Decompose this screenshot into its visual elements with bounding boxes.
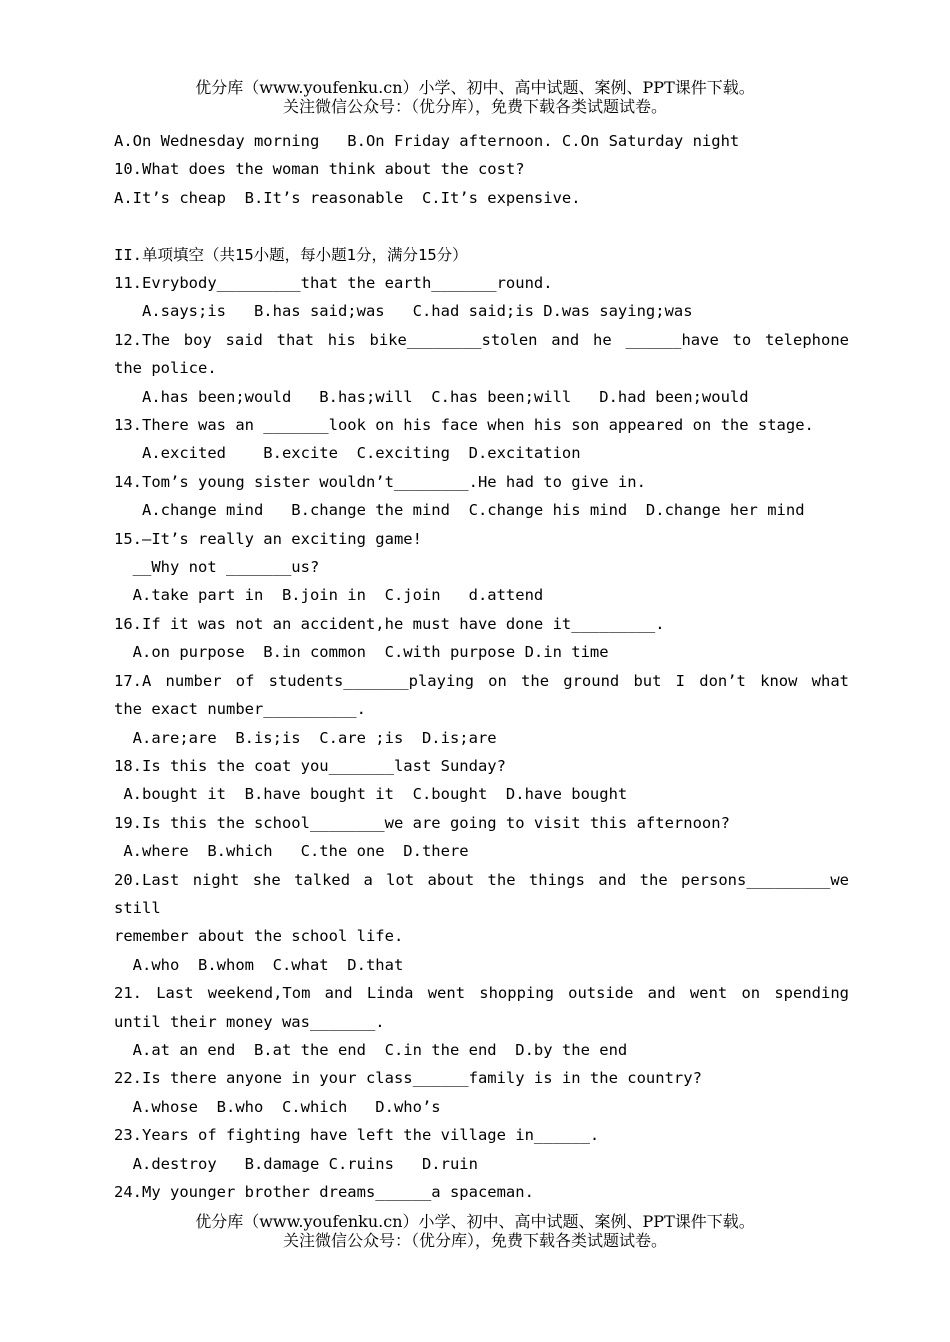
text-line: A.destroy B.damage C.ruins D.ruin [114, 1154, 478, 1173]
text-line: A.on purpose B.in common C.with purpose D.in time [114, 643, 609, 662]
text-line [114, 212, 849, 240]
text-line: 21. Last weekend,Tom and Linda went shopping outside and went on spending [114, 984, 849, 1003]
text-line: II.单项填空（共15小题，每小题1分，满分15分） [114, 245, 468, 264]
text-line: 11.Evrybody_________that the earth_______round. [114, 274, 553, 293]
page-header [0, 78, 950, 116]
header-line-1: 优分库（www.youfenku.cn）小学、初中、高中试题、案例、PPT课件下载。 [195, 78, 755, 97]
text-line: A.bought it B.have bought it C.bought D.have bought [114, 785, 628, 804]
exam-content [114, 127, 849, 1206]
text-line: 15.—It’s really an exciting game! [114, 529, 422, 548]
text-line: __Why not _______us? [114, 558, 320, 577]
text-line: 20.Last night she talked a lot about the things and the persons_________we [114, 870, 849, 889]
text-line: 16.If it was not an accident,he must have done it_________. [114, 614, 665, 633]
text-line: A.whose B.who C.which D.who’s [114, 1097, 441, 1116]
text-line: 13.There was an _______look on his face when his son appeared on the stage. [114, 416, 814, 435]
text-line: 10.What does the woman think about the cost? [114, 160, 525, 179]
text-line: A.excited B.excite C.exciting D.excitation [114, 444, 581, 463]
text-line: A.It’s cheap B.It’s reasonable C.It’s expensive. [114, 188, 581, 207]
text-line: until their money was_______. [114, 1012, 385, 1031]
text-line: A.has been;would B.has;will C.has been;will D.had been;would [114, 387, 749, 406]
header-line-2: 关注微信公众号：（优分库），免费下载各类试题试卷。 [282, 97, 667, 116]
text-line: A.who B.whom C.what D.that [114, 955, 404, 974]
text-line: 19.Is this the school________we are going to visit this afternoon? [114, 813, 730, 832]
text-line: A.take part in B.join in C.join d.attend [114, 586, 544, 605]
text-line: 12.The boy said that his bike________stolen and he ______have to telephone [114, 330, 849, 349]
text-line: still [114, 898, 161, 917]
text-line: 24.My younger brother dreams______a spaceman. [114, 1183, 534, 1202]
text-line: A.says;is B.has said;was C.had said;is D.was saying;was [114, 302, 693, 321]
text-line: 17.A number of students_______playing on the ground but I don’t know what [114, 671, 849, 690]
text-line: A.On Wednesday morning B.On Friday afternoon. C.On Saturday night [114, 132, 740, 150]
text-line: the exact number__________. [114, 700, 366, 719]
text-line: 18.Is this the coat you_______last Sunday? [114, 756, 506, 775]
footer-line-1: 优分库（www.youfenku.cn）小学、初中、高中试题、案例、PPT课件下载。 [195, 1212, 755, 1231]
text-line: A.where B.which C.the one D.there [114, 842, 469, 861]
text-line: A.change mind B.change the mind C.change his mind D.change her mind [114, 501, 805, 520]
text-line: A.at an end B.at the end C.in the end D.by the end [114, 1040, 628, 1059]
text-line: the police. [114, 359, 217, 378]
text-line: 22.Is there anyone in your class______family is in the country? [114, 1069, 702, 1088]
page-footer [0, 1212, 950, 1250]
text-line: A.are;are B.is;is C.are ;is D.is;are [114, 728, 497, 747]
text-line: remember about the school life. [114, 927, 404, 946]
text-line: 14.Tom’s young sister wouldn’t________.He had to give in. [114, 472, 646, 491]
footer-line-2: 关注微信公众号：（优分库），免费下载各类试题试卷。 [282, 1231, 667, 1250]
text-line: 23.Years of fighting have left the village in______. [114, 1126, 600, 1145]
